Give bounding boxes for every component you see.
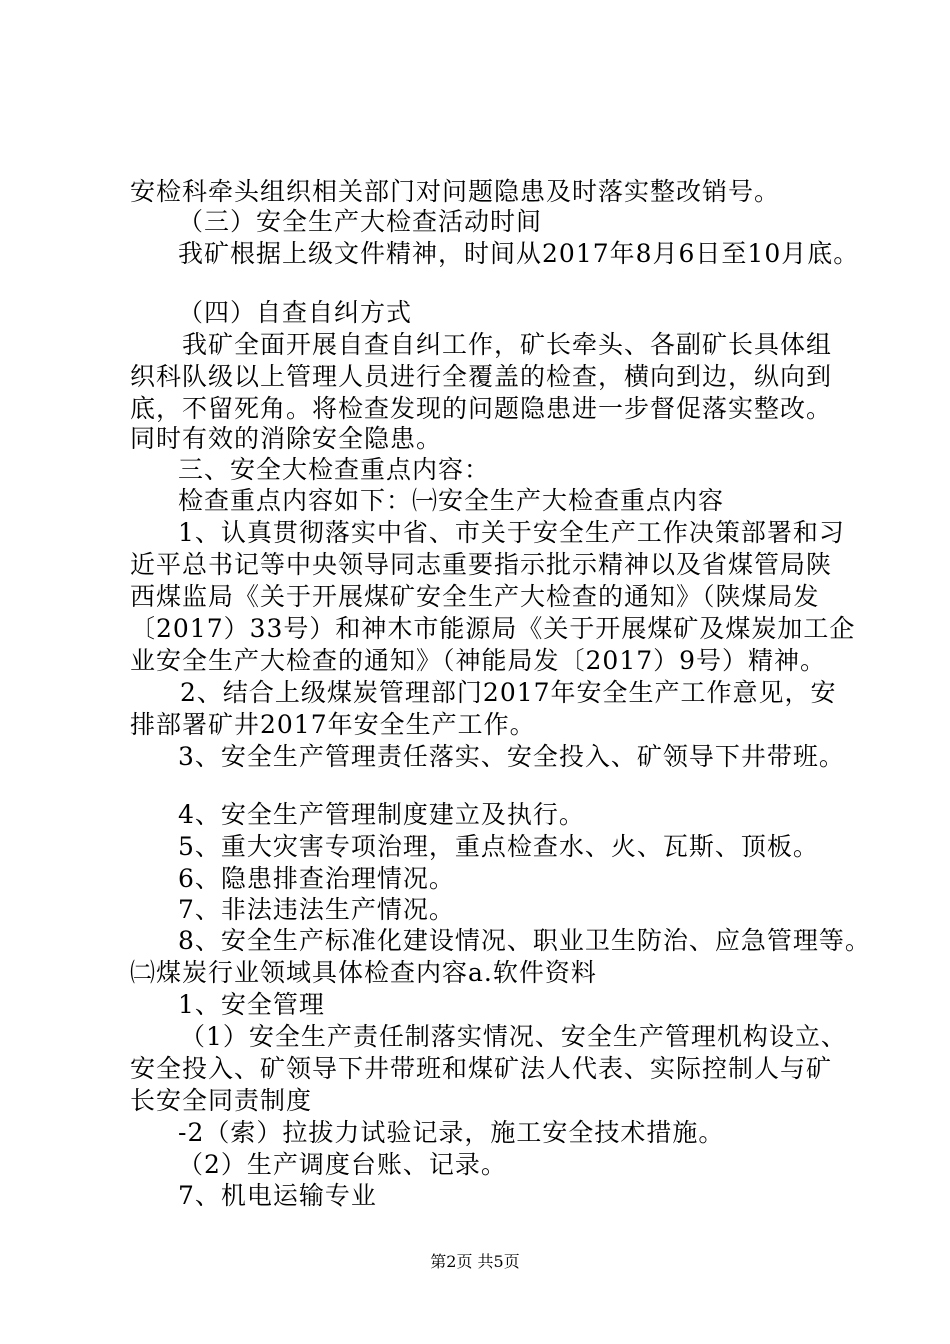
text-line: 安检科牵头组织相关部门对问题隐患及时落实整改销号。 — [130, 177, 781, 206]
text-line: 近平总书记等中央领导同志重要指示批示精神以及省煤管局陕 — [130, 550, 833, 579]
text-line: 1、认真贯彻落实中省、市关于安全生产工作决策部署和习 — [178, 518, 845, 547]
text-line: （2）生产调度台账、记录。 — [178, 1150, 507, 1179]
section-heading: 三、安全大检查重点内容： — [178, 455, 491, 484]
section-heading: ㈡煤炭行业领域具体检查内容a.软件资料 — [130, 958, 597, 987]
text-line: 同时有效的消除安全隐患。 — [130, 424, 443, 453]
text-line: 1、安全管理 — [178, 990, 325, 1019]
text-line: 8、安全生产标准化建设情况、职业卫生防治、应急管理等。 — [178, 926, 871, 955]
text-line: 检查重点内容如下：㈠安全生产大检查重点内容 — [178, 486, 725, 515]
text-line: 我矿全面开展自查自纠工作，矿长牵头、各副矿长具体组 — [182, 330, 833, 359]
text-line: 西煤监局《关于开展煤矿安全生产大检查的通知》（陕煤局发 — [130, 582, 820, 611]
text-line: 底，不留死角。将检查发现的问题隐患进一步督促落实整改。 — [130, 394, 833, 423]
text-line: 2、结合上级煤炭管理部门2017年安全生产工作意见，安 — [180, 678, 837, 707]
text-line: 3、安全生产管理责任落实、安全投入、矿领导下井带班。 — [178, 742, 845, 771]
text-line: 长安全同责制度 — [130, 1086, 313, 1115]
text-line: 排部署矿井2017年安全生产工作。 — [130, 710, 536, 739]
text-line: -2（索）拉拔力试验记录，施工安全技术措施。 — [178, 1118, 725, 1147]
text-line: 7、非法违法生产情况。 — [178, 895, 455, 924]
section-heading: （四）自查自纠方式 — [178, 298, 413, 327]
text-line: 安全投入、矿领导下井带班和煤矿法人代表、实际控制人与矿 — [130, 1054, 833, 1083]
text-line: （1）安全生产责任制落实情况、安全生产管理机构设立、 — [180, 1022, 847, 1051]
page-number-footer: 第2页 共5页 — [430, 1252, 520, 1271]
section-heading: （三）安全生产大检查活动时间 — [178, 207, 543, 236]
text-line: 6、隐患排查治理情况。 — [178, 864, 455, 893]
text-line: 我矿根据上级文件精神，时间从2017年8月6日至10月底。 — [178, 239, 860, 268]
text-line: 〔2017）33号）和神木市能源局《关于开展煤矿及煤炭加工企 — [130, 614, 856, 643]
text-line: 5、重大灾害专项治理，重点检查水、火、瓦斯、顶板。 — [178, 832, 819, 861]
text-line: 业安全生产大检查的通知》（神能局发〔2017）9号）精神。 — [130, 646, 827, 675]
text-line: 7、机电运输专业 — [178, 1181, 377, 1210]
text-line: 4、安全生产管理制度建立及执行。 — [178, 800, 585, 829]
text-line: 织科队级以上管理人员进行全覆盖的检查，横向到边，纵向到 — [130, 362, 833, 391]
